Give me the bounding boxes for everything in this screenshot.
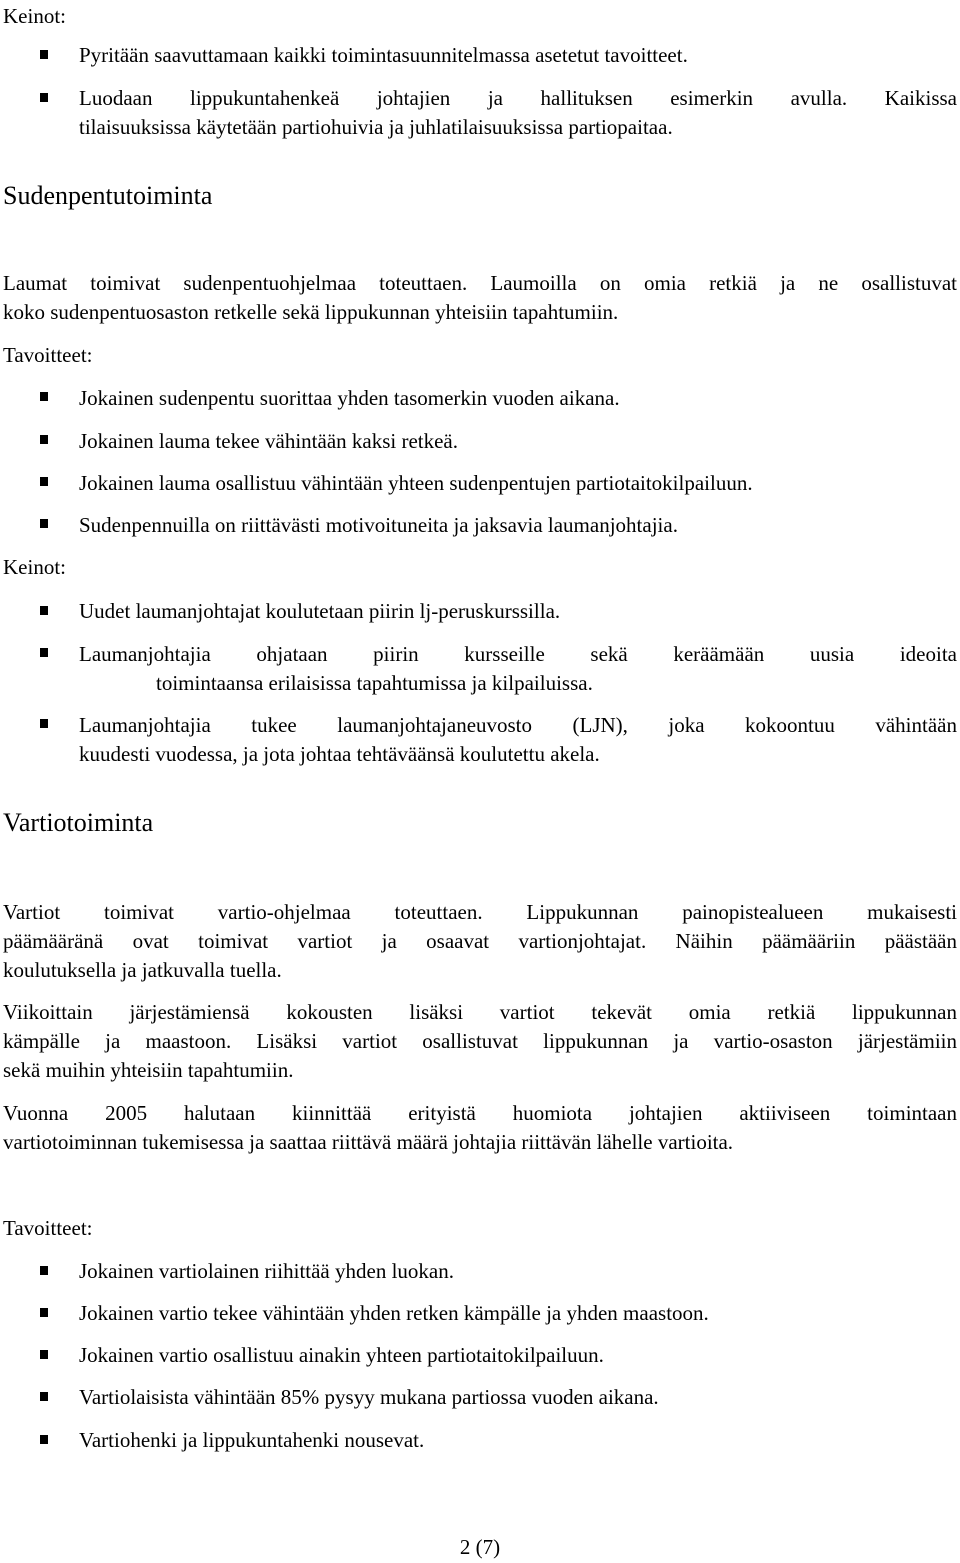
vartio-paragraph-1 xyxy=(3,898,957,985)
section-heading-sudenpentu: Sudenpentutoiminta xyxy=(3,181,213,210)
list-item: Jokainen sudenpentu suorittaa yhden tasomerkin vuoden aikana. xyxy=(79,386,620,410)
list-item: Vartiohenki ja lippukuntahenki nousevat. xyxy=(79,1428,425,1452)
paragraph-line: päämääränä ovat toimivat vartiot ja osaavat vartionjohtajat. Näihin päämääriin päästään xyxy=(3,929,957,953)
means-label: Keinot: xyxy=(3,555,66,579)
bullet-icon xyxy=(40,519,48,528)
bullet-icon xyxy=(40,477,48,486)
bullet-icon xyxy=(40,435,48,444)
vartio-paragraph-2 xyxy=(3,998,957,1085)
paragraph-line: koko sudenpentuosaston retkelle sekä lippukunnan yhteisiin tapahtumiin. xyxy=(3,300,619,324)
bullet-icon xyxy=(40,648,48,657)
paragraph-line: Viikoittain järjestämiensä kokousten lisäksi vartiot tekevät omia retkiä lippukunnan xyxy=(3,1000,957,1024)
bullet-icon xyxy=(40,1350,48,1359)
vartio-paragraph-3 xyxy=(3,1099,957,1157)
list-item: Jokainen vartiolainen riihittää yhden luokan. xyxy=(79,1259,454,1283)
bullet-icon xyxy=(40,1392,48,1401)
bullet-icon xyxy=(40,719,48,728)
bullet-icon xyxy=(40,392,48,401)
paragraph-line: koulutuksella ja jatkuvalla tuella. xyxy=(3,958,282,982)
paragraph-line: vartiotoiminnan tukemisessa ja saattaa riittävä määrä johtajia riittävän lähelle vartioita. xyxy=(3,1130,734,1154)
bullet-icon xyxy=(40,1308,48,1317)
list-item: Laumanjohtajia ohjataan piirin kursseille sekä keräämään uusia ideoita xyxy=(79,642,957,666)
list-item: Laumanjohtajia tukee laumanjohtajaneuvosto (LJN), joka kokoontuu vähintään xyxy=(79,713,957,737)
list-item-continuation: kuudesti vuodessa, ja jota johtaa tehtäväänsä koulutettu akela. xyxy=(79,742,600,766)
list-item: Vartiolaisista vähintään 85% pysyy mukana partiossa vuoden aikana. xyxy=(79,1385,659,1409)
bullet-icon xyxy=(40,1266,48,1275)
paragraph-line: sekä muihin yhteisiin tapahtumiin. xyxy=(3,1058,294,1082)
paragraph-line: kämpälle ja maastoon. Lisäksi vartiot osallistuvat lippukunnan ja vartio-osaston järjestämiin xyxy=(3,1029,957,1053)
means-label-top: Keinot: xyxy=(3,4,66,28)
list-item: Uudet laumanjohtajat koulutetaan piirin lj-peruskurssilla. xyxy=(79,599,561,623)
paragraph-line: Vartiot toimivat vartio-ohjelmaa toteuttaen. Lippukunnan painopistealueen mukaisesti xyxy=(3,900,957,924)
list-item: Jokainen vartio osallistuu ainakin yhteen partiotaitokilpailuun. xyxy=(79,1343,604,1367)
list-item-continuation: toimintaansa erilaisissa tapahtumissa ja kilpailuissa. xyxy=(156,671,593,695)
list-item: Sudenpennuilla on riittävästi motivoituneita ja jaksavia laumanjohtajia. xyxy=(79,513,678,537)
goals-label: Tavoitteet: xyxy=(3,343,93,367)
bullet-icon xyxy=(40,606,48,615)
list-item: Jokainen vartio tekee vähintään yhden retken kämpälle ja yhden maastoon. xyxy=(79,1301,709,1325)
list-item-continuation: tilaisuuksissa käytetään partiohuivia ja juhlatilaisuuksissa partiopaitaa. xyxy=(79,115,673,139)
bullet-icon xyxy=(40,93,48,102)
section-heading-vartio: Vartiotoiminta xyxy=(3,808,154,837)
list-item: Luodaan lippukuntahenkeä johtajien ja hallituksen esimerkin avulla. Kaikissa xyxy=(79,86,957,110)
bullet-icon xyxy=(40,1435,48,1444)
list-item: Pyritään saavuttamaan kaikki toimintasuunnitelmassa asetetut tavoitteet. xyxy=(79,43,688,67)
bullet-icon xyxy=(40,50,48,59)
paragraph-line: Laumat toimivat sudenpentuohjelmaa toteuttaen. Laumoilla on omia retkiä ja ne osallistuvat xyxy=(3,271,957,295)
page-number: 2 (7) xyxy=(459,1535,501,1559)
sudenpentu-intro xyxy=(3,269,957,327)
list-item: Jokainen lauma tekee vähintään kaksi retkeä. xyxy=(79,429,459,453)
list-item: Jokainen lauma osallistuu vähintään yhteen sudenpentujen partiotaitokilpailuun. xyxy=(79,471,753,495)
paragraph-line: Vuonna 2005 halutaan kiinnittää erityistä huomiota johtajien aktiiviseen toimintaan xyxy=(3,1101,957,1125)
vartio-goals-label: Tavoitteet: xyxy=(3,1216,93,1240)
